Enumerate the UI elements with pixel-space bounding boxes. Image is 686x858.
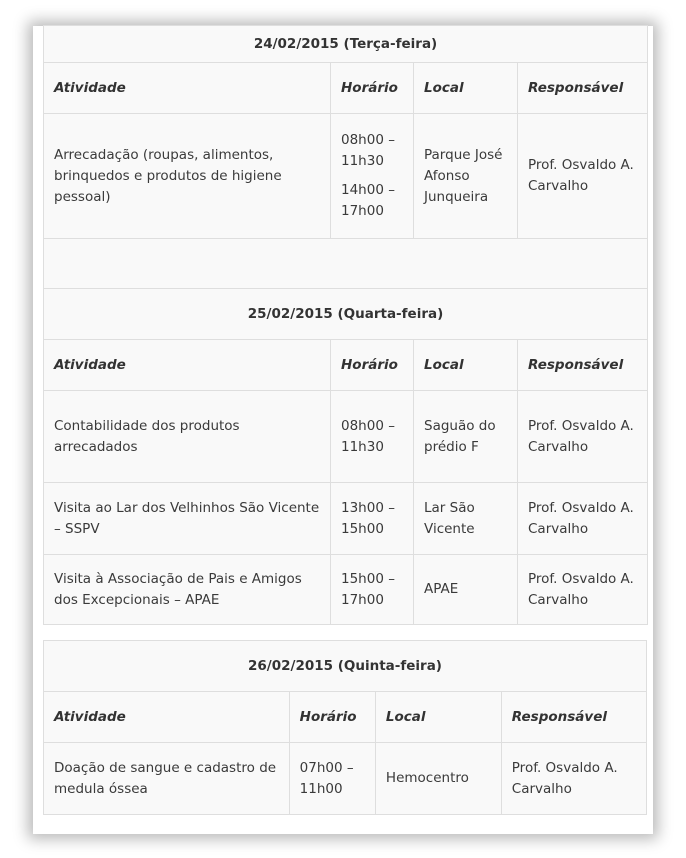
schedule-table xyxy=(43,25,648,625)
location-cell: Lar São Vicente xyxy=(414,483,518,555)
header-responsible: Responsável xyxy=(518,340,648,391)
header-time: Horário xyxy=(331,63,414,114)
schedule-table xyxy=(43,640,647,815)
responsible-cell: Prof. Osvaldo A. Carvalho xyxy=(518,483,648,555)
activity-cell: Visita ao Lar dos Velhinhos São Vicente – SSPV xyxy=(44,483,331,555)
location-cell: Parque José Afonso Junqueira xyxy=(414,114,518,239)
day-date: 26/02/2015 (Quinta-feira) xyxy=(44,641,647,692)
header-location: Local xyxy=(414,63,518,114)
time-cell: 08h00 – 11h30 xyxy=(331,391,414,483)
table-row xyxy=(44,114,648,239)
responsible-cell: Prof. Osvaldo A. Carvalho xyxy=(501,743,646,815)
header-location: Local xyxy=(375,692,501,743)
time-slot: 14h00 – 17h00 xyxy=(341,182,395,219)
day-header-row xyxy=(44,641,647,692)
time-slot: 08h00 – 11h30 xyxy=(341,132,395,169)
responsible-cell: Prof. Osvaldo A. Carvalho xyxy=(518,391,648,483)
responsible-cell: Prof. Osvaldo A. Carvalho xyxy=(518,555,648,625)
header-activity: Atividade xyxy=(44,692,290,743)
responsible-cell: Prof. Osvaldo A. Carvalho xyxy=(518,114,648,239)
table-row xyxy=(44,743,647,815)
activity-cell: Visita à Associação de Pais e Amigos dos Excepcionais – APAE xyxy=(44,555,331,625)
header-responsible: Responsável xyxy=(501,692,646,743)
activity-cell: Arrecadação (roupas, alimentos, brinquedos e produtos de higiene pessoal) xyxy=(44,114,331,239)
time-cell: 07h00 – 11h00 xyxy=(289,743,375,815)
header-time: Horário xyxy=(331,340,414,391)
location-cell: Saguão do prédio F xyxy=(414,391,518,483)
day-date: 24/02/2015 (Terça-feira) xyxy=(44,26,648,63)
header-time: Horário xyxy=(289,692,375,743)
activity-cell: Contabilidade dos produtos arrecadados xyxy=(44,391,331,483)
column-header-row xyxy=(44,340,648,391)
location-cell: Hemocentro xyxy=(375,743,501,815)
time-cell: 13h00 – 15h00 xyxy=(331,483,414,555)
column-header-row xyxy=(44,63,648,114)
table-row xyxy=(44,391,648,483)
time-cell xyxy=(331,114,414,239)
location-cell: APAE xyxy=(414,555,518,625)
day-header-row xyxy=(44,26,648,63)
day-date: 25/02/2015 (Quarta-feira) xyxy=(44,289,648,340)
time-cell: 15h00 – 17h00 xyxy=(331,555,414,625)
header-activity: Atividade xyxy=(44,340,331,391)
day-header-row xyxy=(44,289,648,340)
table-row xyxy=(44,555,648,625)
activity-cell: Doação de sangue e cadastro de medula óssea xyxy=(44,743,290,815)
spacer-row xyxy=(44,239,648,289)
column-header-row xyxy=(44,692,647,743)
table-row xyxy=(44,483,648,555)
header-activity: Atividade xyxy=(44,63,331,114)
header-location: Local xyxy=(414,340,518,391)
document-page xyxy=(33,26,653,834)
header-responsible: Responsável xyxy=(518,63,648,114)
